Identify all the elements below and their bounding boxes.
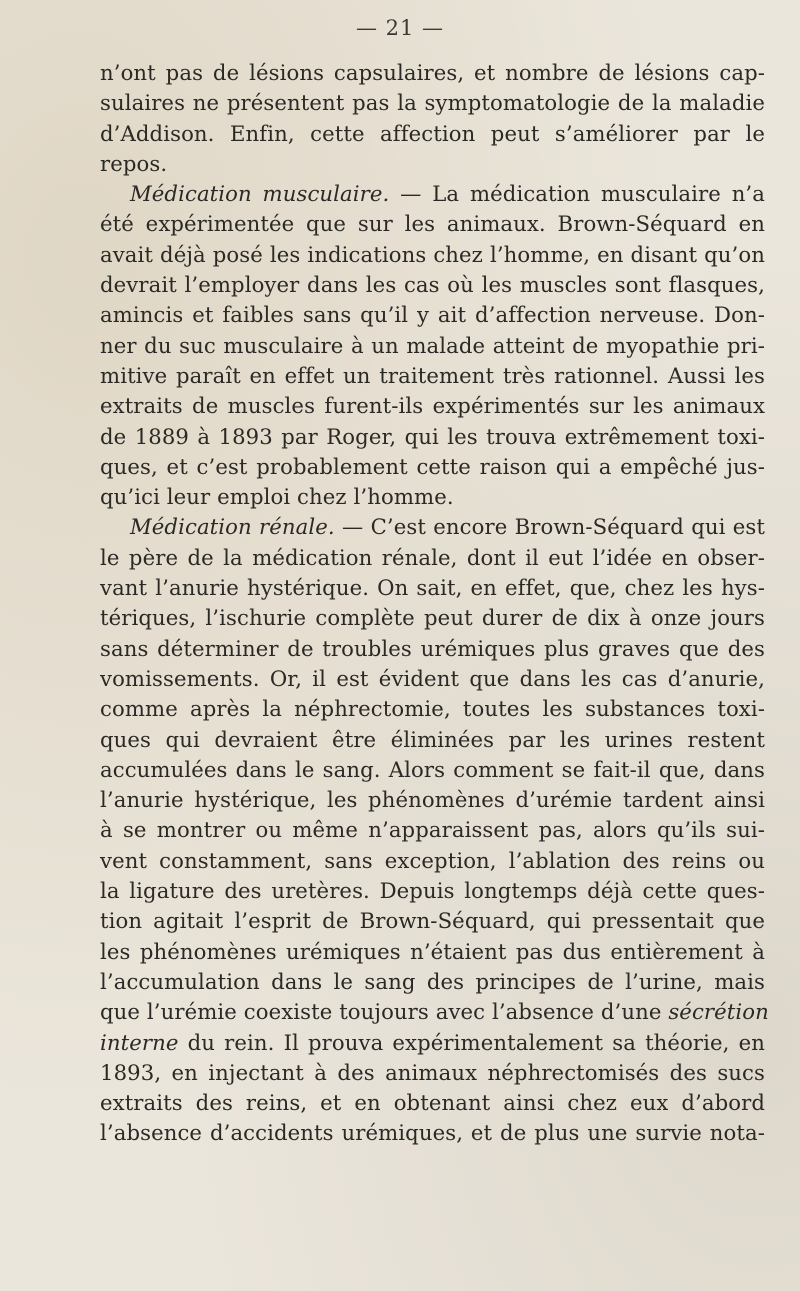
line-text: tion agitait l’esprit de Brown-Séquard, qui pressentait que bbox=[100, 908, 765, 934]
line-text: extraits des reins, et en obtenant ainsi chez eux d’abord bbox=[100, 1090, 765, 1116]
text-line bbox=[100, 815, 765, 845]
line-text: vent constamment, sans exception, l’ablation des reins ou bbox=[100, 847, 765, 873]
line-text: le père de la médication rénale, dont il eut l’idée en obser- bbox=[100, 544, 765, 570]
text-line bbox=[100, 603, 765, 633]
text-line bbox=[100, 694, 765, 724]
body-text bbox=[100, 58, 769, 1149]
line-text: ques, et c’est probablement cette raison qui a empêché jus- bbox=[100, 453, 765, 479]
text-line bbox=[100, 1028, 765, 1058]
line-text: la ligature des uretères. Depuis longtemps déjà cette ques- bbox=[100, 878, 765, 904]
text-line bbox=[100, 482, 765, 512]
text-line bbox=[100, 1118, 765, 1148]
text-line bbox=[100, 573, 765, 603]
text-line bbox=[100, 240, 765, 270]
line-text: n’ont pas de lésions capsulaires, et nombre de lésions cap- bbox=[100, 60, 765, 85]
text-line bbox=[100, 846, 765, 876]
line-text: les phénomènes urémiques n’étaient pas dus entièrement à bbox=[100, 938, 765, 964]
text-line bbox=[100, 209, 765, 239]
text-line bbox=[100, 391, 765, 421]
line-text: vant l’anurie hystérique. On sait, en effet, que, chez les hys- bbox=[100, 575, 765, 601]
line-text: amincis et faibles sans qu’il y ait d’affection nerveuse. Don- bbox=[100, 302, 765, 328]
line-text: — C’est encore Brown-Séquard qui est bbox=[334, 514, 765, 540]
text-line bbox=[100, 755, 765, 785]
text-line bbox=[100, 149, 765, 179]
text-line bbox=[100, 331, 765, 361]
page-number: — 21 — bbox=[355, 16, 445, 40]
text-line bbox=[100, 664, 765, 694]
text-line bbox=[100, 270, 765, 300]
text-line bbox=[100, 967, 765, 997]
line-text: ques qui devraient être éliminées par les urines restent bbox=[100, 726, 765, 752]
line-text: sulaires ne présentent pas la symptomatologie de la maladie bbox=[100, 90, 765, 116]
line-text: l’anurie hystérique, les phénomènes d’urémie tardent ainsi bbox=[100, 787, 765, 813]
text-line bbox=[100, 119, 765, 149]
line-text: à se montrer ou même n’apparaissent pas, alors qu’ils sui- bbox=[100, 817, 765, 843]
line-text: — La médication musculaire n’a bbox=[389, 181, 766, 207]
text-line bbox=[100, 361, 765, 391]
line-text: d’Addison. Enfin, cette affection peut s’améliorer par le bbox=[100, 120, 765, 146]
text-line bbox=[100, 1058, 765, 1088]
text-line bbox=[100, 512, 765, 542]
line-text: sans déterminer de troubles urémiques plus graves que des bbox=[100, 635, 765, 661]
line-text: avait déjà posé les indications chez l’homme, en disant qu’on bbox=[100, 241, 765, 267]
text-line bbox=[100, 937, 765, 967]
line-text: ner du suc musculaire à un malade atteint de myopathie pri- bbox=[100, 332, 765, 358]
italic-heading: interne bbox=[100, 1029, 179, 1055]
line-text: vomissements. Or, il est évident que dans les cas d’anurie, bbox=[100, 665, 765, 691]
line-text: été expérimentée que sur les animaux. Brown-Séquard en bbox=[100, 211, 765, 237]
text-line bbox=[100, 300, 765, 330]
line-text: repos. bbox=[100, 150, 168, 176]
text-line bbox=[100, 58, 765, 88]
line-text: qu’ici leur emploi chez l’homme. bbox=[100, 484, 454, 510]
text-line bbox=[100, 452, 765, 482]
line-text: extraits de muscles furent-ils expérimentés sur les animaux bbox=[100, 393, 765, 419]
line-text: du rein. Il prouva expérimentalement sa théorie, en bbox=[178, 1029, 765, 1055]
line-text: accumulées dans le sang. Alors comment se fait-il que, dans bbox=[100, 756, 765, 782]
text-line bbox=[100, 997, 769, 1027]
text-line bbox=[100, 785, 765, 815]
line-text: l’absence d’accidents urémiques, et de plus une survie nota- bbox=[100, 1120, 765, 1146]
italic-heading: Médication musculaire. bbox=[130, 181, 390, 207]
text-line bbox=[100, 1088, 765, 1118]
text-line bbox=[100, 725, 765, 755]
line-text: comme après la néphrectomie, toutes les substances toxi- bbox=[100, 696, 765, 722]
line-text: l’accumulation dans le sang des principes de l’urine, mais bbox=[100, 968, 765, 994]
italic-term: sécrétion bbox=[668, 999, 769, 1025]
text-line bbox=[100, 876, 765, 906]
text-line bbox=[100, 422, 765, 452]
text-line bbox=[100, 179, 765, 209]
line-text: que l’urémie coexiste toujours avec l’absence d’une bbox=[100, 999, 669, 1025]
text-line bbox=[100, 634, 765, 664]
line-text: mitive paraît en effet un traitement très rationnel. Aussi les bbox=[100, 362, 765, 388]
text-line bbox=[100, 88, 765, 118]
line-text: de 1889 à 1893 par Roger, qui les trouva extrêmement toxi- bbox=[100, 423, 765, 449]
italic-heading: Médication rénale. bbox=[130, 514, 335, 540]
line-text: 1893, en injectant à des animaux néphrectomisés des sucs bbox=[100, 1059, 765, 1085]
line-text: tériques, l’ischurie complète peut durer de dix à onze jours bbox=[100, 605, 765, 631]
text-line bbox=[100, 543, 765, 573]
text-line bbox=[100, 906, 765, 936]
line-text: devrait l’employer dans les cas où les muscles sont flasques, bbox=[100, 272, 765, 298]
